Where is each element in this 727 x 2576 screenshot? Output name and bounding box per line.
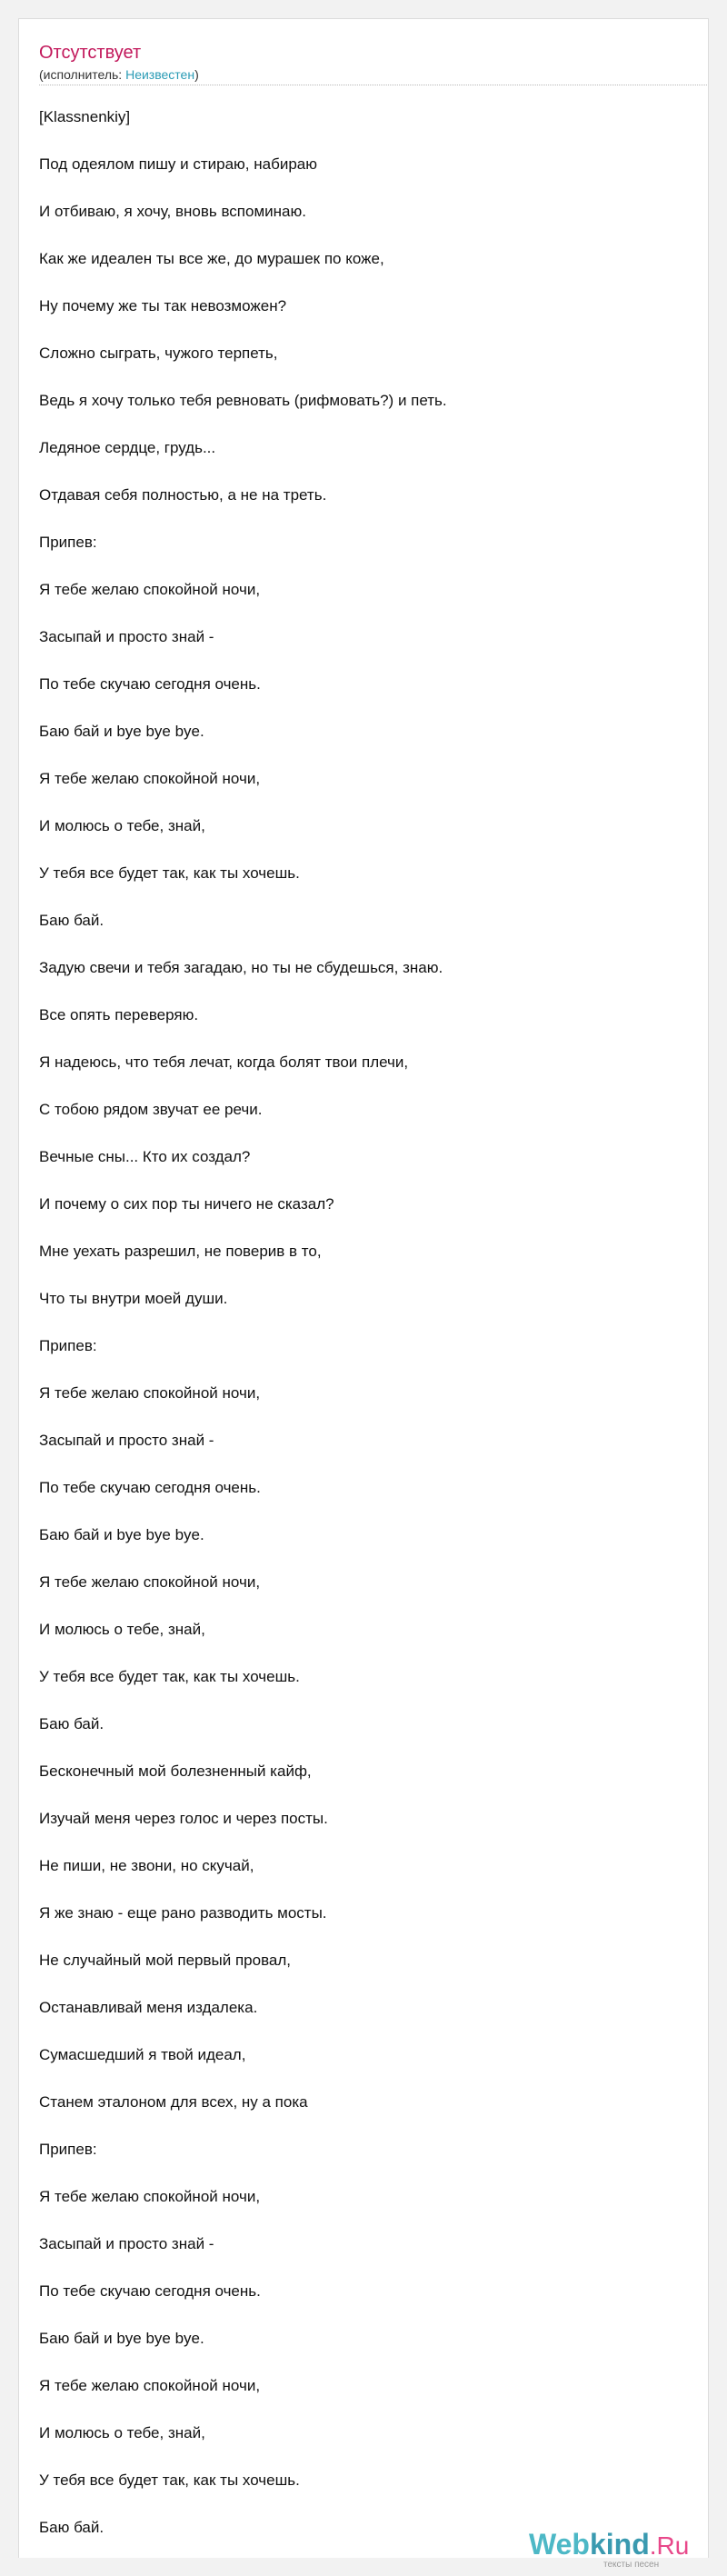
lyric-line: Я тебе желаю спокойной ночи, [39,1384,261,1402]
lyric-line: Припев: [39,534,97,551]
lyric-line: По тебе скучаю сегодня очень. [39,1479,261,1496]
lyric-line: Засыпай и просто знай - [39,628,214,645]
lyric-line: И молюсь о тебе, знай, [39,2424,205,2441]
lyric-line: Все опять переверяю. [39,1006,199,1023]
lyric-line: Я тебе желаю спокойной ночи, [39,770,261,787]
lyric-line: И молюсь о тебе, знай, [39,1621,205,1638]
lyric-line: Ну почему же ты так невозможен? [39,297,287,315]
lyric-line: По тебе скучаю сегодня очень. [39,2282,261,2300]
lyric-line: Баю бай и bye bye bye. [39,2330,204,2347]
lyric-line: Баю бай и bye bye bye. [39,723,204,740]
lyric-line: Как же идеален ты все же, до мурашек по коже, [39,250,384,267]
lyric-line: Под одеялом пишу и стираю, набираю [39,155,317,173]
lyrics-card [18,18,709,2558]
lyric-line: Останавливай меня издалека. [39,1999,258,2016]
lyric-line: С тобою рядом звучат ее речи. [39,1101,263,1118]
lyric-line: Баю бай и bye bye bye. [39,1526,204,1543]
lyrics-text [39,106,707,2564]
webkind-logo[interactable] [529,2529,706,2569]
lyric-line: Не случайный мой первый провал, [39,1952,292,1969]
lyric-line: Мне уехать разрешил, не поверив в то, [39,1243,322,1260]
lyric-line: И молюсь о тебе, знай, [39,817,205,834]
lyric-line: Станем эталоном для всех, ну а пока [39,2093,308,2111]
lyric-line: И отбиваю, я хочу, вновь вспоминаю. [39,203,306,220]
artist-link[interactable]: Неизвестен [125,67,195,82]
artist-line [39,66,199,83]
lyric-line: Засыпай и просто знай - [39,2235,214,2252]
lyric-line: Вечные сны... Кто их создал? [39,1148,251,1165]
lyric-line: Баю бай. [39,912,105,929]
lyric-line: Я же знаю - еще рано разводить мосты. [39,1904,327,1922]
lyric-line: Баю бай. [39,1715,105,1732]
lyric-line: Изучай меня через голос и через посты. [39,1810,328,1827]
artist-suffix: ) [194,67,199,82]
lyric-line: По тебе скучаю сегодня очень. [39,675,261,693]
song-title: Отсутствует [39,43,142,63]
lyric-line: И почему о сих пор ты ничего не сказал? [39,1195,334,1213]
lyric-line: [Klassnenkiy] [39,108,131,125]
lyric-line: Баю бай. [39,2519,105,2536]
lyric-line: Засыпай и просто знай - [39,1432,214,1449]
lyric-line: Задую свечи и тебя загадаю, но ты не сбудешься, знаю. [39,959,443,976]
lyric-line: Я тебе желаю спокойной ночи, [39,1573,261,1591]
lyric-line: Отдавая себя полностью, а не на треть. [39,486,327,504]
lyric-line: У тебя все будет так, как ты хочешь. [39,1668,300,1685]
lyric-line: Я надеюсь, что тебя лечат, когда болят твои плечи, [39,1053,409,1071]
lyric-line: Я тебе желаю спокойной ночи, [39,2377,261,2394]
lyric-line: Что ты внутри моей души. [39,1290,228,1307]
artist-prefix: (исполнитель: [39,67,126,82]
lyric-line: У тебя все будет так, как ты хочешь. [39,864,300,882]
lyric-line: Припев: [39,2141,97,2158]
webkind-logo-text: Webkind.Ru [529,2528,690,2561]
lyric-line: Не пиши, не звони, но скучай, [39,1857,254,1874]
lyric-line: У тебя все будет так, как ты хочешь. [39,2471,300,2489]
lyric-line: Припев: [39,1337,97,1354]
lyric-line: Сложно сыграть, чужого терпеть, [39,344,278,362]
lyric-line: Сумасшедший я твой идеал, [39,2046,246,2063]
lyric-line: Ледяное сердце, грудь... [39,439,216,456]
lyric-line: Я тебе желаю спокойной ночи, [39,2188,261,2205]
webkind-tagline: тексты песен [603,2560,660,2570]
lyric-line: Я тебе желаю спокойной ночи, [39,581,261,598]
lyric-line: Ведь я хочу только тебя ревновать (рифмовать?) и петь. [39,392,447,409]
lyric-line: Бесконечный мой болезненный кайф, [39,1762,312,1780]
